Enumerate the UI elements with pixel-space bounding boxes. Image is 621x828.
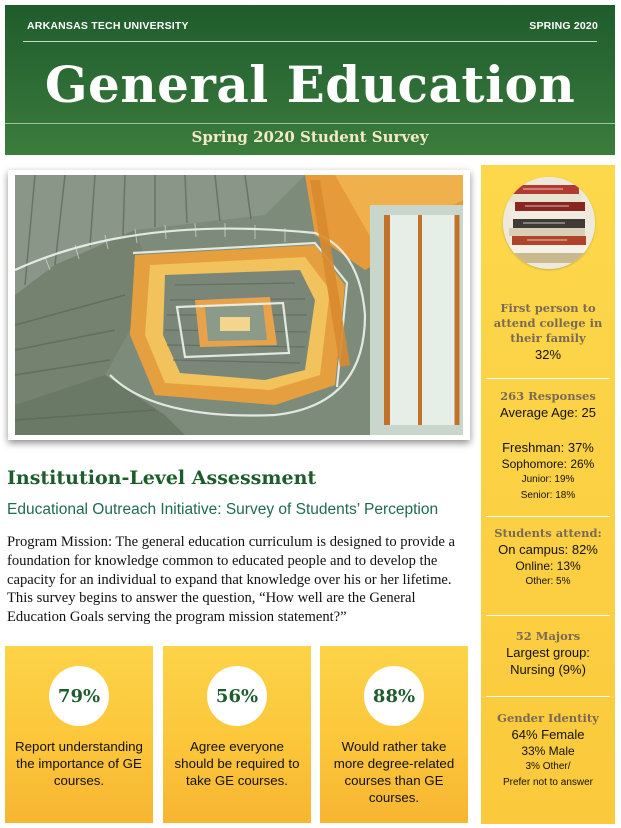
first-gen-block [481,301,615,363]
attend-block [481,526,615,590]
sidebar-divider [486,378,610,379]
junior-percent: Junior: 19% [521,474,575,485]
first-gen-value: 32% [534,347,562,362]
sidebar-divider [486,696,610,697]
attend-heading: Students attend: [494,526,602,540]
staircase-photo [15,175,463,435]
stat-box-importance [5,646,153,823]
nursing-percent: Nursing (9%) [510,662,586,677]
program-mission-text: Program Mission: The general education curriculum is designed to provide a foundation for knowledge common to educated people and to develop the capacity for an individual to expand that knowledge over his or her lifetime. This survey begins to answer the question, “How well are the General Education Goals serving the program mission statement?” [7,534,455,626]
stat-label: Would rather take more degree-related courses than GE courses. [333,739,455,805]
stat-percent-circle: 56% [207,666,267,726]
header-divider-lower [5,123,615,124]
section-title: Institution-Level Assessment [7,467,317,489]
first-gen-heading: First person to attend college in their family [493,301,603,345]
section-subtitle: Educational Outreach Initiative: Survey of Students’ Perception [7,501,439,518]
other-attend-percent: Other: 5% [525,576,571,587]
senior-percent: Senior: 18% [520,490,576,501]
sophomore-percent: Sophomore: 26% [501,457,595,471]
stat-box-required [163,646,311,823]
prefer-not-to-answer: Prefer not to answer [502,777,594,788]
male-percent: 33% Male [521,744,575,758]
responses-block [481,389,615,504]
stack-of-books-image [503,177,595,269]
header-divider [23,41,597,42]
on-campus-percent: On campus: 82% [498,542,598,557]
stat-percent-circle: 88% [364,666,424,726]
majors-heading: 52 Majors [515,629,581,643]
sidebar-divider [486,516,610,517]
page-subtitle: Spring 2020 Student Survey [191,128,429,146]
page-title: General Education [44,55,576,114]
stat-label: Agree everyone should be required to take GE courses. [174,739,300,788]
other-gender-percent: 3% Other/ [525,761,571,772]
online-percent: Online: 13% [515,559,581,573]
sidebar-stats [481,165,615,824]
freshman-percent: Freshman: 37% [502,440,594,455]
gender-block [481,711,615,791]
female-percent: 64% Female [511,727,585,742]
average-age: Average Age: 25 [500,405,596,420]
responses-heading: 263 Responses [500,389,596,403]
header-banner [5,5,615,155]
majors-block [481,629,615,678]
sidebar-divider [486,615,610,616]
largest-group-label: Largest group: [506,645,590,660]
university-name: ARKANSAS TECH UNIVERSITY [27,20,189,32]
gender-heading: Gender Identity [497,711,599,725]
stat-label: Report understanding the importance of GE courses. [15,739,143,788]
staircase-photo-frame [8,170,470,440]
term-label: SPRING 2020 [529,20,598,32]
stat-percent-circle: 79% [49,666,109,726]
stat-box-degree-related [320,646,468,823]
spiral-staircase-image [15,175,463,435]
books-photo [503,177,595,269]
